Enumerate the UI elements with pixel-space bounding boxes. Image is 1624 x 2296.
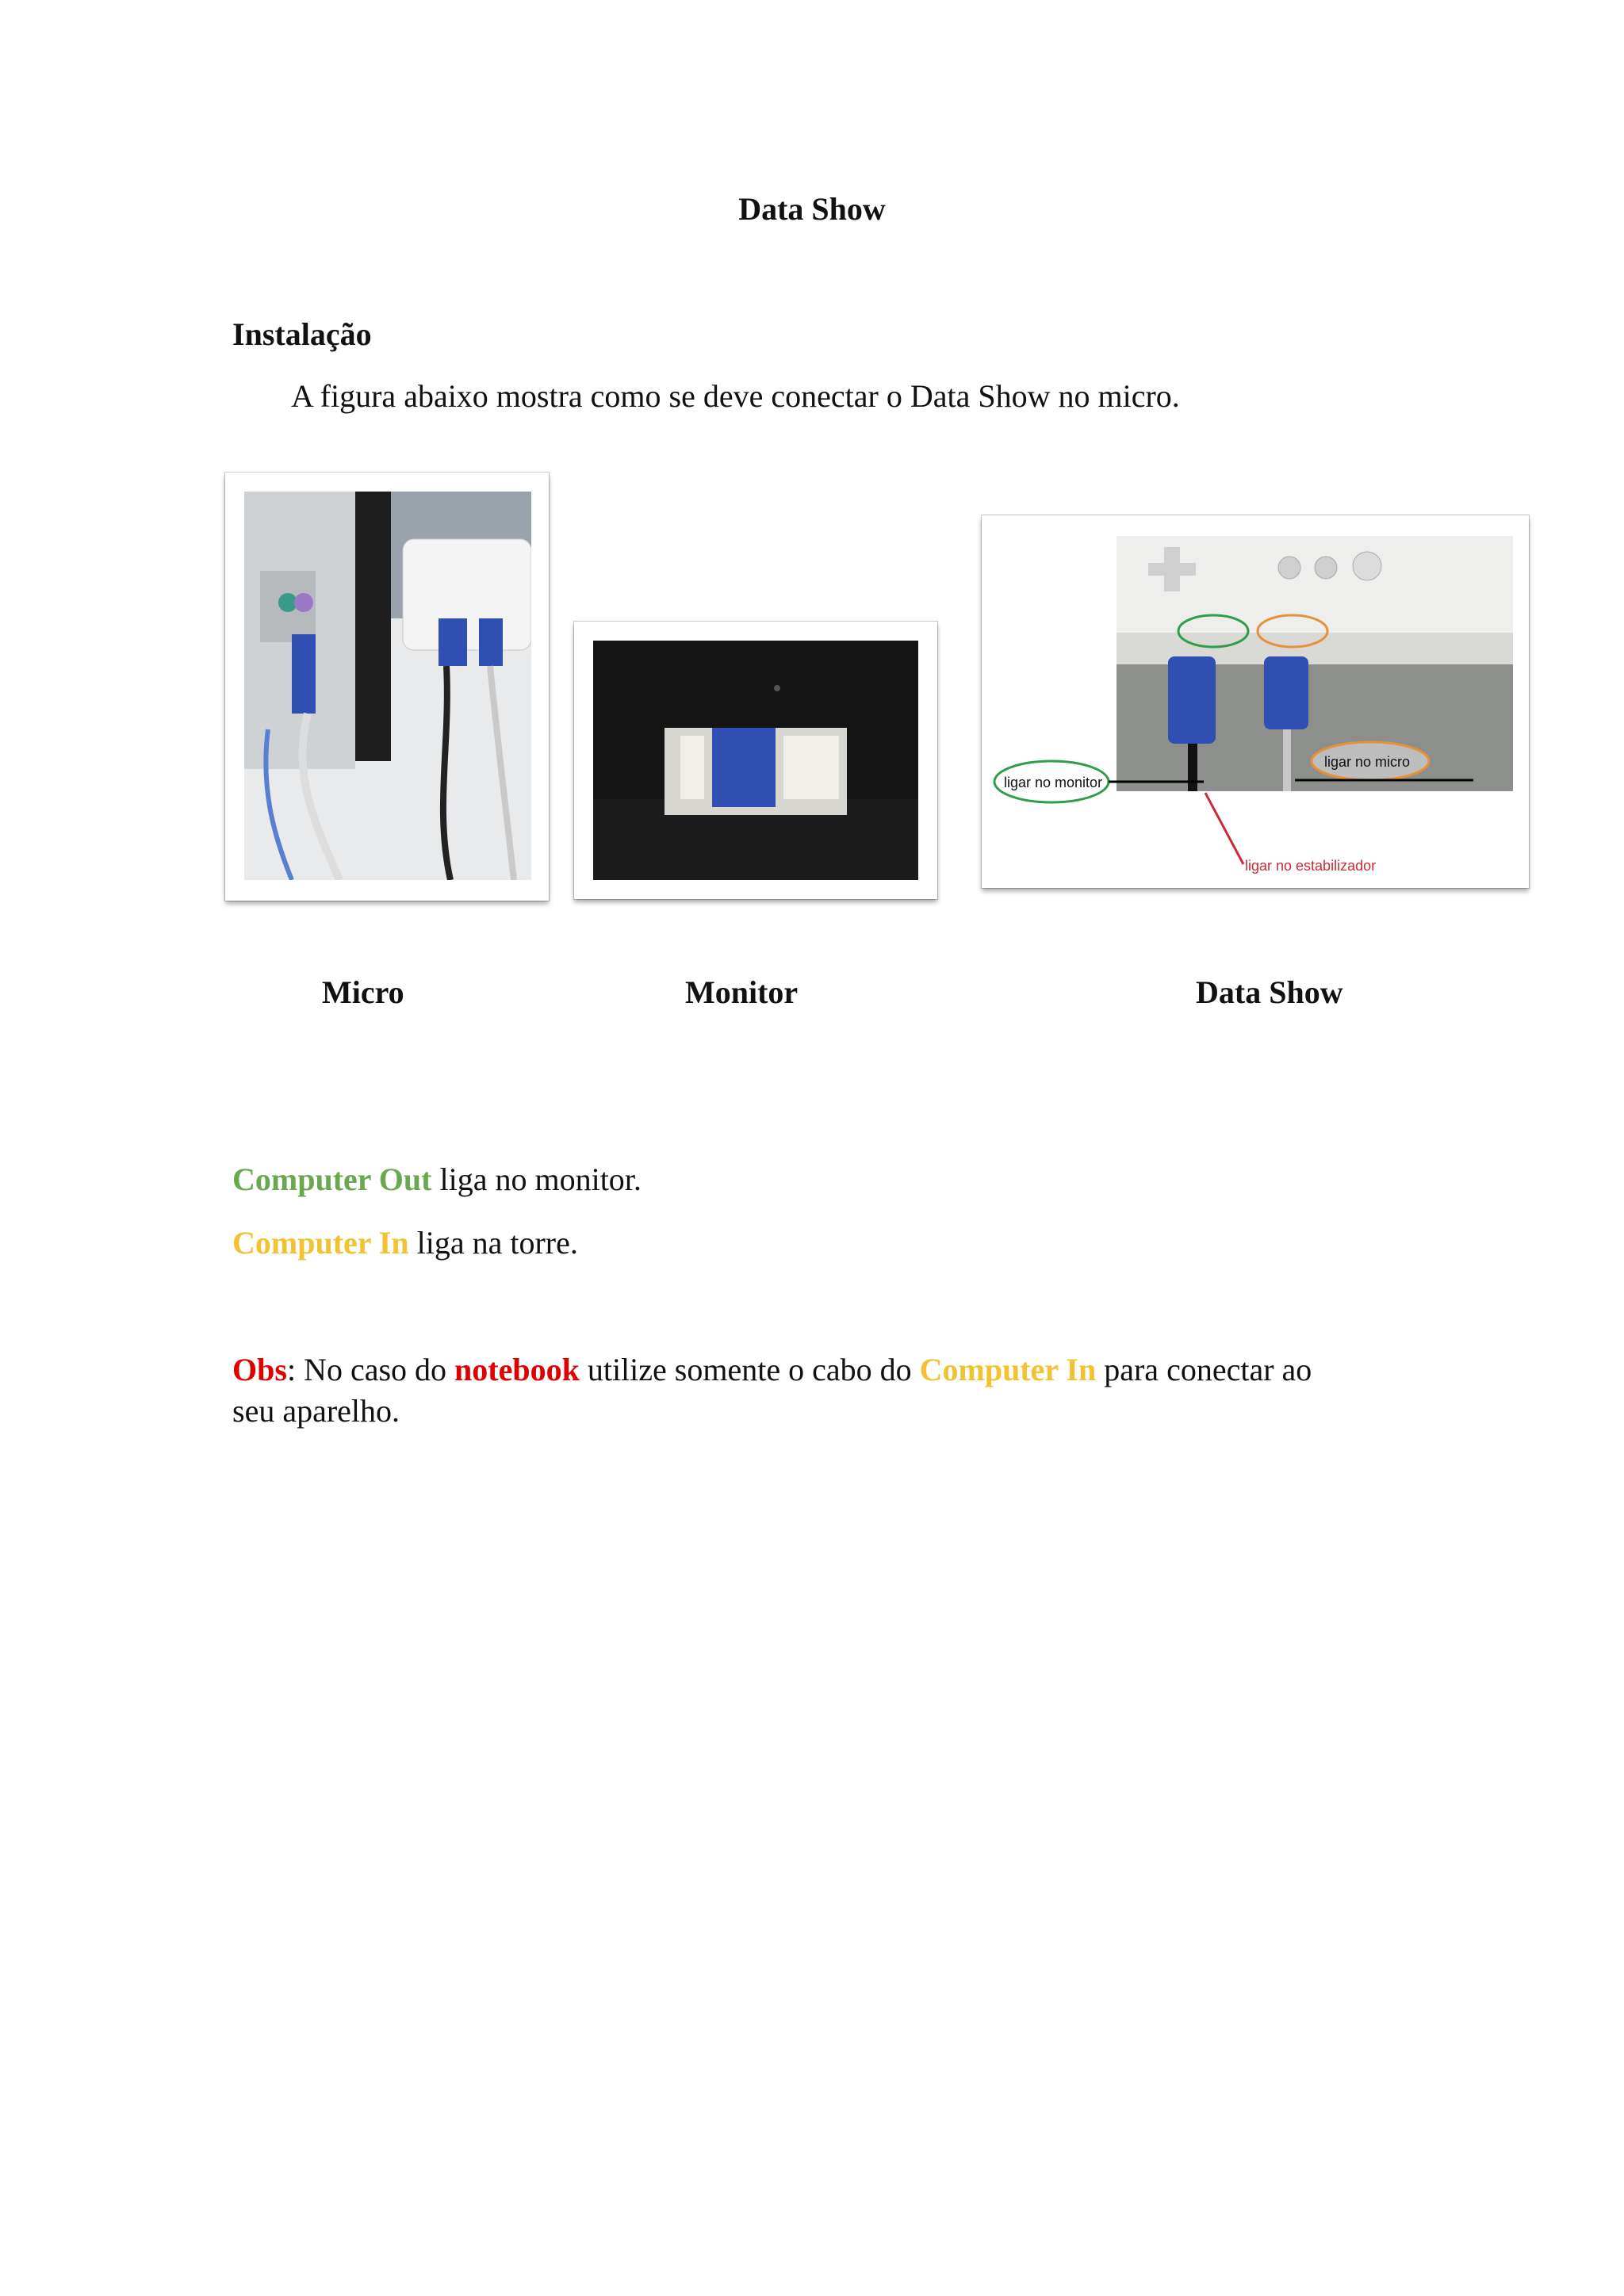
micro-photo <box>225 473 549 901</box>
label-ligar-no-monitor: ligar no monitor <box>1004 775 1103 790</box>
note-keyword: notebook <box>454 1352 580 1387</box>
caption-data-show: Data Show <box>1196 974 1343 1010</box>
datashow-photo <box>982 515 1529 888</box>
note-line-2: seu aparelho. <box>232 1393 400 1429</box>
section-heading: Instalação <box>232 316 372 352</box>
micro-photo-image <box>244 492 531 880</box>
note-paragraph <box>232 1349 1422 1432</box>
term-computer-out: Computer Out <box>232 1161 432 1197</box>
note-text-2: utilize somente o cabo do <box>579 1352 920 1387</box>
caption-monitor: Monitor <box>685 974 799 1010</box>
datashow-photo-image <box>982 515 1529 888</box>
note-term: Computer In <box>919 1352 1097 1387</box>
monitor-photo-image <box>593 641 918 880</box>
page-title: Data Show <box>738 191 886 227</box>
monitor-photo <box>574 622 937 899</box>
label-ligar-no-estabilizador: ligar no estabilizador <box>1245 858 1377 874</box>
connection-out-text: liga no monitor. <box>431 1161 642 1197</box>
caption-micro: Micro <box>322 974 404 1010</box>
note-text-1: : No caso do <box>286 1352 455 1387</box>
note-line-1 <box>232 1349 1422 1391</box>
label-ligar-no-micro: ligar no micro <box>1324 754 1411 770</box>
term-computer-in: Computer In <box>232 1225 409 1261</box>
note-text-3: para conectar ao <box>1096 1352 1312 1387</box>
intro-paragraph: A figura abaixo mostra como se deve conectar o Data Show no micro. <box>291 378 1180 414</box>
connection-line-out <box>232 1161 642 1198</box>
connection-in-text: liga na torre. <box>408 1225 578 1261</box>
connection-line-in <box>232 1224 578 1261</box>
note-label: Obs <box>232 1352 287 1387</box>
